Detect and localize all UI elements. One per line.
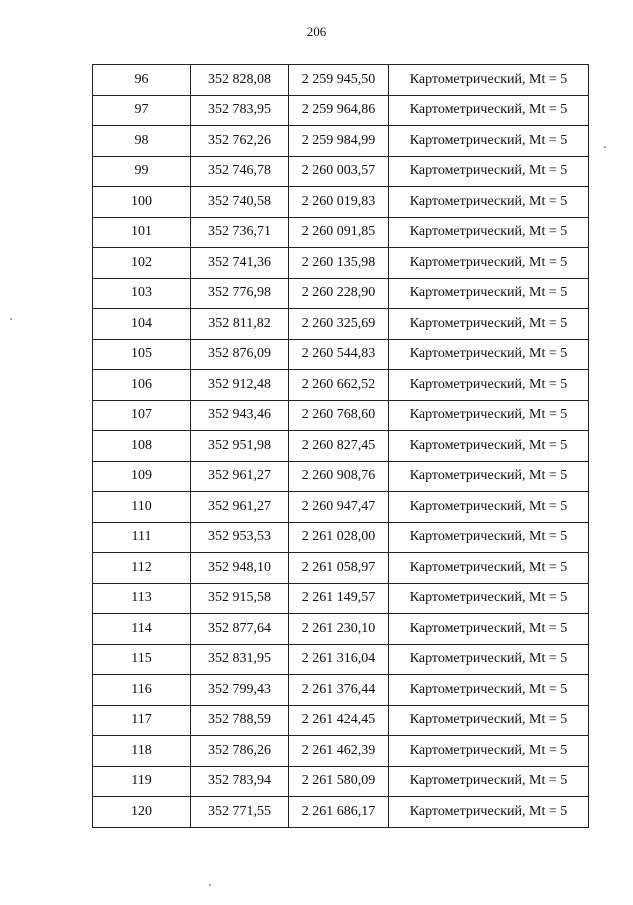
coordinates-table-body [93,65,589,828]
method-cell: Картометрический, Mt = 5 [389,583,589,614]
method-cell: Картометрический, Mt = 5 [389,339,589,370]
method-cell: Картометрический, Mt = 5 [389,553,589,584]
y-coordinate-cell: 2 261 376,44 [289,675,389,706]
point-number-cell: 114 [93,614,191,645]
y-coordinate-cell: 2 261 462,39 [289,736,389,767]
method-cell: Картометрический, Mt = 5 [389,400,589,431]
x-coordinate-cell: 352 786,26 [191,736,289,767]
method-cell: Картометрический, Mt = 5 [389,156,589,187]
scan-speck [209,884,211,886]
table-row [93,95,589,126]
table-row [93,400,589,431]
point-number-cell: 118 [93,736,191,767]
table-row [93,522,589,553]
y-coordinate-cell: 2 261 230,10 [289,614,389,645]
point-number-cell: 116 [93,675,191,706]
table-row [93,705,589,736]
point-number-cell: 109 [93,461,191,492]
point-number-cell: 113 [93,583,191,614]
y-coordinate-cell: 2 260 768,60 [289,400,389,431]
method-cell: Картометрический, Mt = 5 [389,461,589,492]
point-number-cell: 115 [93,644,191,675]
method-cell: Картометрический, Mt = 5 [389,95,589,126]
table-row [93,309,589,340]
table-row [93,553,589,584]
y-coordinate-cell: 2 261 149,57 [289,583,389,614]
table-row [93,278,589,309]
scan-speck [10,318,12,320]
method-cell: Картометрический, Mt = 5 [389,797,589,828]
point-number-cell: 117 [93,705,191,736]
y-coordinate-cell: 2 261 424,45 [289,705,389,736]
table-row [93,675,589,706]
x-coordinate-cell: 352 876,09 [191,339,289,370]
x-coordinate-cell: 352 740,58 [191,187,289,218]
point-number-cell: 96 [93,65,191,96]
x-coordinate-cell: 352 912,48 [191,370,289,401]
x-coordinate-cell: 352 811,82 [191,309,289,340]
y-coordinate-cell: 2 259 984,99 [289,126,389,157]
x-coordinate-cell: 352 948,10 [191,553,289,584]
y-coordinate-cell: 2 260 135,98 [289,248,389,279]
method-cell: Картометрический, Mt = 5 [389,217,589,248]
table-row [93,461,589,492]
table-row [93,370,589,401]
x-coordinate-cell: 352 961,27 [191,492,289,523]
point-number-cell: 110 [93,492,191,523]
table-row [93,65,589,96]
x-coordinate-cell: 352 877,64 [191,614,289,645]
point-number-cell: 98 [93,126,191,157]
x-coordinate-cell: 352 943,46 [191,400,289,431]
y-coordinate-cell: 2 259 945,50 [289,65,389,96]
table-row [93,583,589,614]
point-number-cell: 100 [93,187,191,218]
table-row [93,644,589,675]
method-cell: Картометрический, Mt = 5 [389,248,589,279]
x-coordinate-cell: 352 951,98 [191,431,289,462]
method-cell: Картометрический, Mt = 5 [389,522,589,553]
x-coordinate-cell: 352 915,58 [191,583,289,614]
y-coordinate-cell: 2 261 316,04 [289,644,389,675]
x-coordinate-cell: 352 788,59 [191,705,289,736]
x-coordinate-cell: 352 953,53 [191,522,289,553]
method-cell: Картометрический, Mt = 5 [389,614,589,645]
method-cell: Картометрический, Mt = 5 [389,736,589,767]
point-number-cell: 102 [93,248,191,279]
method-cell: Картометрический, Mt = 5 [389,766,589,797]
method-cell: Картометрический, Mt = 5 [389,492,589,523]
point-number-cell: 97 [93,95,191,126]
y-coordinate-cell: 2 260 003,57 [289,156,389,187]
y-coordinate-cell: 2 260 325,69 [289,309,389,340]
page-number: 206 [306,24,327,39]
table-row [93,736,589,767]
table-row [93,766,589,797]
table-row [93,156,589,187]
x-coordinate-cell: 352 746,78 [191,156,289,187]
method-cell: Картометрический, Mt = 5 [389,644,589,675]
point-number-cell: 106 [93,370,191,401]
point-number-cell: 108 [93,431,191,462]
x-coordinate-cell: 352 741,36 [191,248,289,279]
y-coordinate-cell: 2 259 964,86 [289,95,389,126]
x-coordinate-cell: 352 776,98 [191,278,289,309]
table-row [93,431,589,462]
point-number-cell: 112 [93,553,191,584]
x-coordinate-cell: 352 799,43 [191,675,289,706]
table-row [93,339,589,370]
y-coordinate-cell: 2 260 662,52 [289,370,389,401]
scan-speck [604,146,606,148]
table-row [93,614,589,645]
x-coordinate-cell: 352 783,94 [191,766,289,797]
point-number-cell: 105 [93,339,191,370]
y-coordinate-cell: 2 261 686,17 [289,797,389,828]
table-row [93,797,589,828]
point-number-cell: 119 [93,766,191,797]
method-cell: Картометрический, Mt = 5 [389,675,589,706]
y-coordinate-cell: 2 260 228,90 [289,278,389,309]
method-cell: Картометрический, Mt = 5 [389,187,589,218]
table-row [93,126,589,157]
table-row [93,248,589,279]
point-number-cell: 103 [93,278,191,309]
y-coordinate-cell: 2 260 827,45 [289,431,389,462]
method-cell: Картометрический, Mt = 5 [389,65,589,96]
table-row [93,217,589,248]
y-coordinate-cell: 2 260 947,47 [289,492,389,523]
x-coordinate-cell: 352 828,08 [191,65,289,96]
x-coordinate-cell: 352 736,71 [191,217,289,248]
y-coordinate-cell: 2 261 580,09 [289,766,389,797]
y-coordinate-cell: 2 261 058,97 [289,553,389,584]
method-cell: Картометрический, Mt = 5 [389,431,589,462]
point-number-cell: 104 [93,309,191,340]
x-coordinate-cell: 352 961,27 [191,461,289,492]
method-cell: Картометрический, Mt = 5 [389,309,589,340]
x-coordinate-cell: 352 831,95 [191,644,289,675]
method-cell: Картометрический, Mt = 5 [389,705,589,736]
x-coordinate-cell: 352 771,55 [191,797,289,828]
table-row [93,187,589,218]
x-coordinate-cell: 352 783,95 [191,95,289,126]
y-coordinate-cell: 2 260 019,83 [289,187,389,218]
point-number-cell: 99 [93,156,191,187]
y-coordinate-cell: 2 260 544,83 [289,339,389,370]
point-number-cell: 111 [93,522,191,553]
method-cell: Картометрический, Mt = 5 [389,278,589,309]
y-coordinate-cell: 2 261 028,00 [289,522,389,553]
coordinates-table [92,64,589,828]
table-row [93,492,589,523]
x-coordinate-cell: 352 762,26 [191,126,289,157]
method-cell: Картометрический, Mt = 5 [389,370,589,401]
point-number-cell: 101 [93,217,191,248]
y-coordinate-cell: 2 260 091,85 [289,217,389,248]
point-number-cell: 120 [93,797,191,828]
point-number-cell: 107 [93,400,191,431]
method-cell: Картометрический, Mt = 5 [389,126,589,157]
y-coordinate-cell: 2 260 908,76 [289,461,389,492]
